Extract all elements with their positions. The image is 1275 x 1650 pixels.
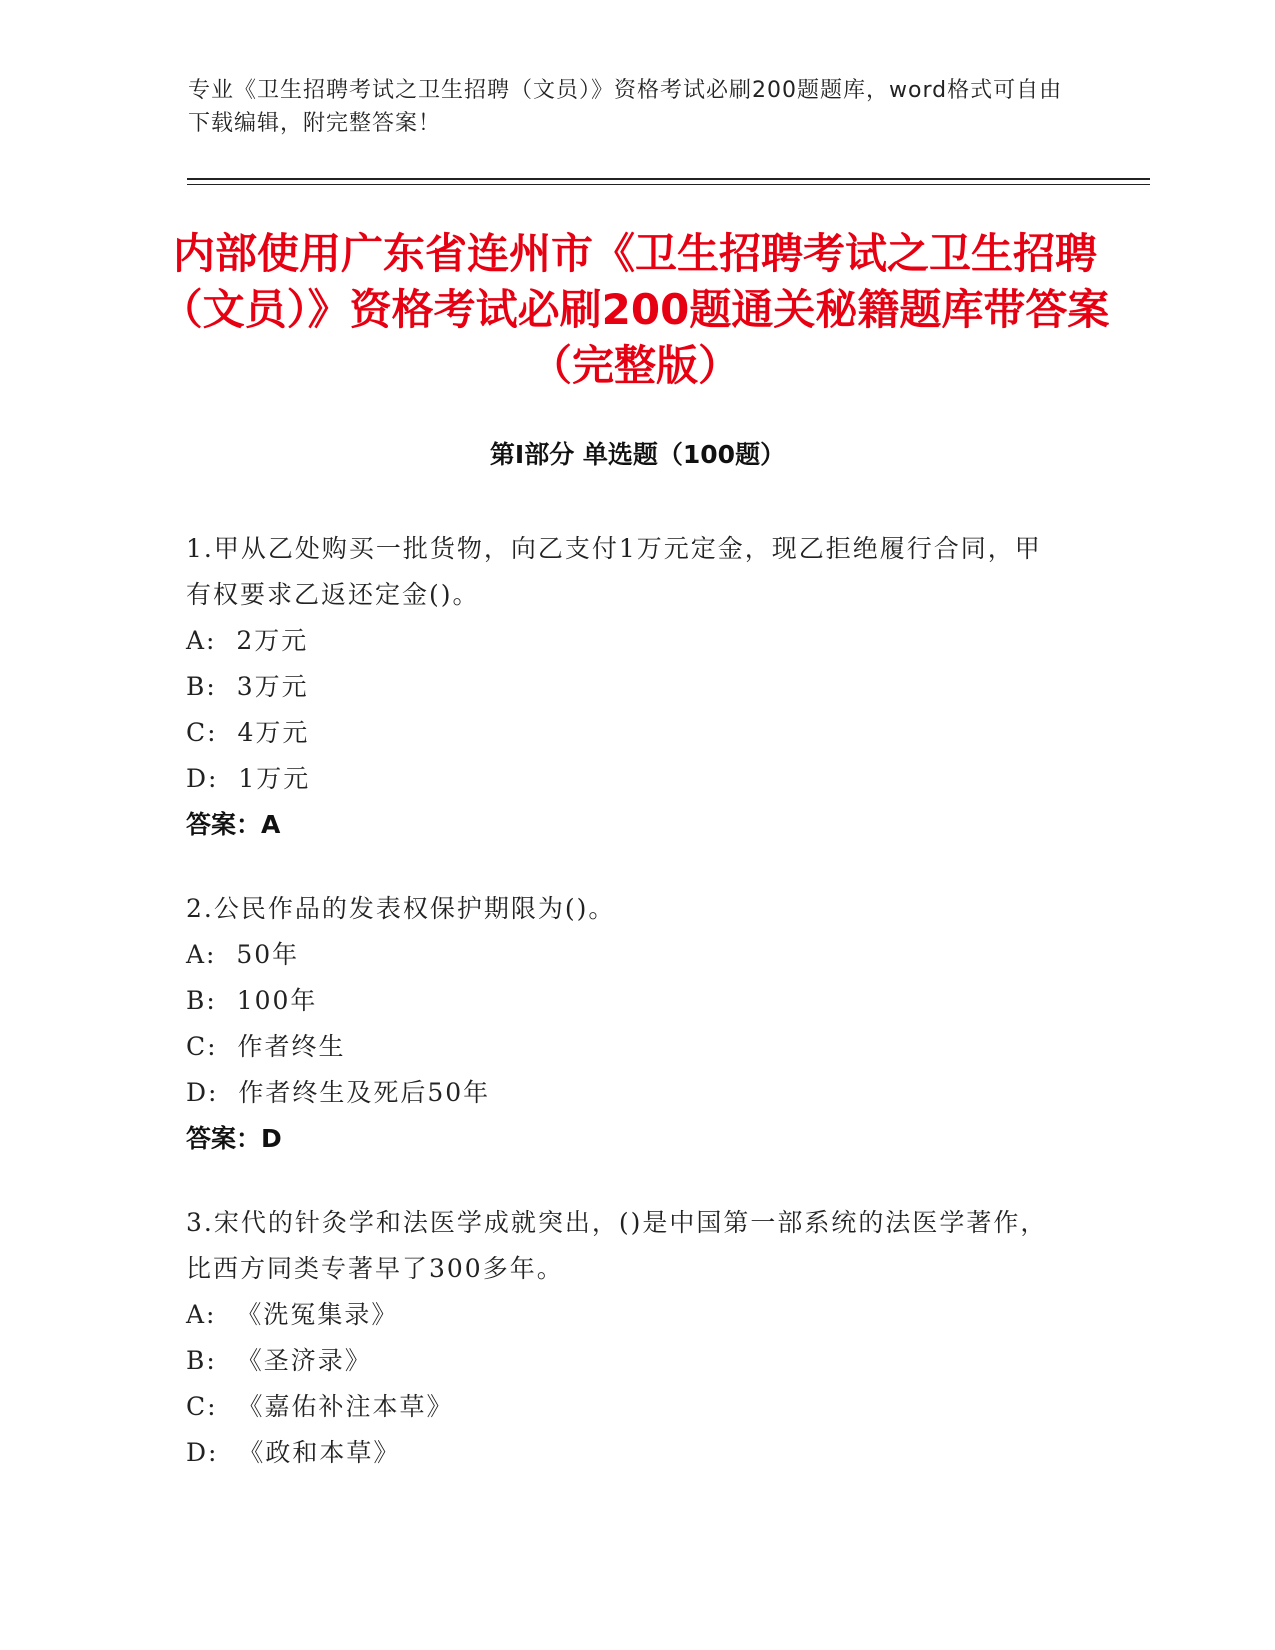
question-1	[186, 526, 1066, 848]
header-divider-thick	[187, 178, 1150, 180]
option-d: D: 作者终生及死后50年	[186, 1078, 491, 1107]
question-list	[186, 526, 1066, 1514]
section-title: 第I部分 单选题（100题）	[489, 440, 786, 469]
question-3	[186, 1200, 1066, 1476]
question-stem: 3.宋代的针灸学和法医学成就突出，()是中国第一部系统的法医学著作，比西方同类专著早了300多年。	[186, 1208, 1048, 1283]
header-divider-thin	[187, 184, 1150, 185]
question-stem: 2.公民作品的发表权保护期限为()。	[186, 894, 616, 923]
option-d: D: 《政和本草》	[186, 1438, 401, 1467]
option-c: C: 《嘉佑补注本草》	[186, 1392, 454, 1421]
option-a: A: 《洗冤集录》	[186, 1300, 399, 1329]
header-note: 专业《卫生招聘考试之卫生招聘（文员）》资格考试必刷200题题库，word格式可自由下载编辑，附完整答案！	[188, 78, 1063, 136]
document-title: 内部使用广东省连州市《卫生招聘考试之卫生招聘（文员）》资格考试必刷200题通关秘籍题库带答案（完整版）	[160, 229, 1110, 390]
option-c: C: 作者终生	[186, 1032, 346, 1061]
option-b: B: 3万元	[186, 672, 309, 701]
option-a: A: 50年	[186, 940, 300, 969]
option-b: B: 《圣济录》	[186, 1346, 372, 1375]
option-d: D: 1万元	[186, 764, 311, 793]
option-a: A: 2万元	[186, 626, 309, 655]
option-c: C: 4万元	[186, 718, 310, 747]
option-b: B: 100年	[186, 986, 318, 1015]
question-2	[186, 886, 1066, 1162]
question-stem: 1.甲从乙处购买一批货物，向乙支付1万元定金，现乙拒绝履行合同，甲有权要求乙返还定金()。	[186, 534, 1042, 609]
answer: 答案：A	[186, 810, 281, 839]
answer: 答案：D	[186, 1124, 282, 1153]
